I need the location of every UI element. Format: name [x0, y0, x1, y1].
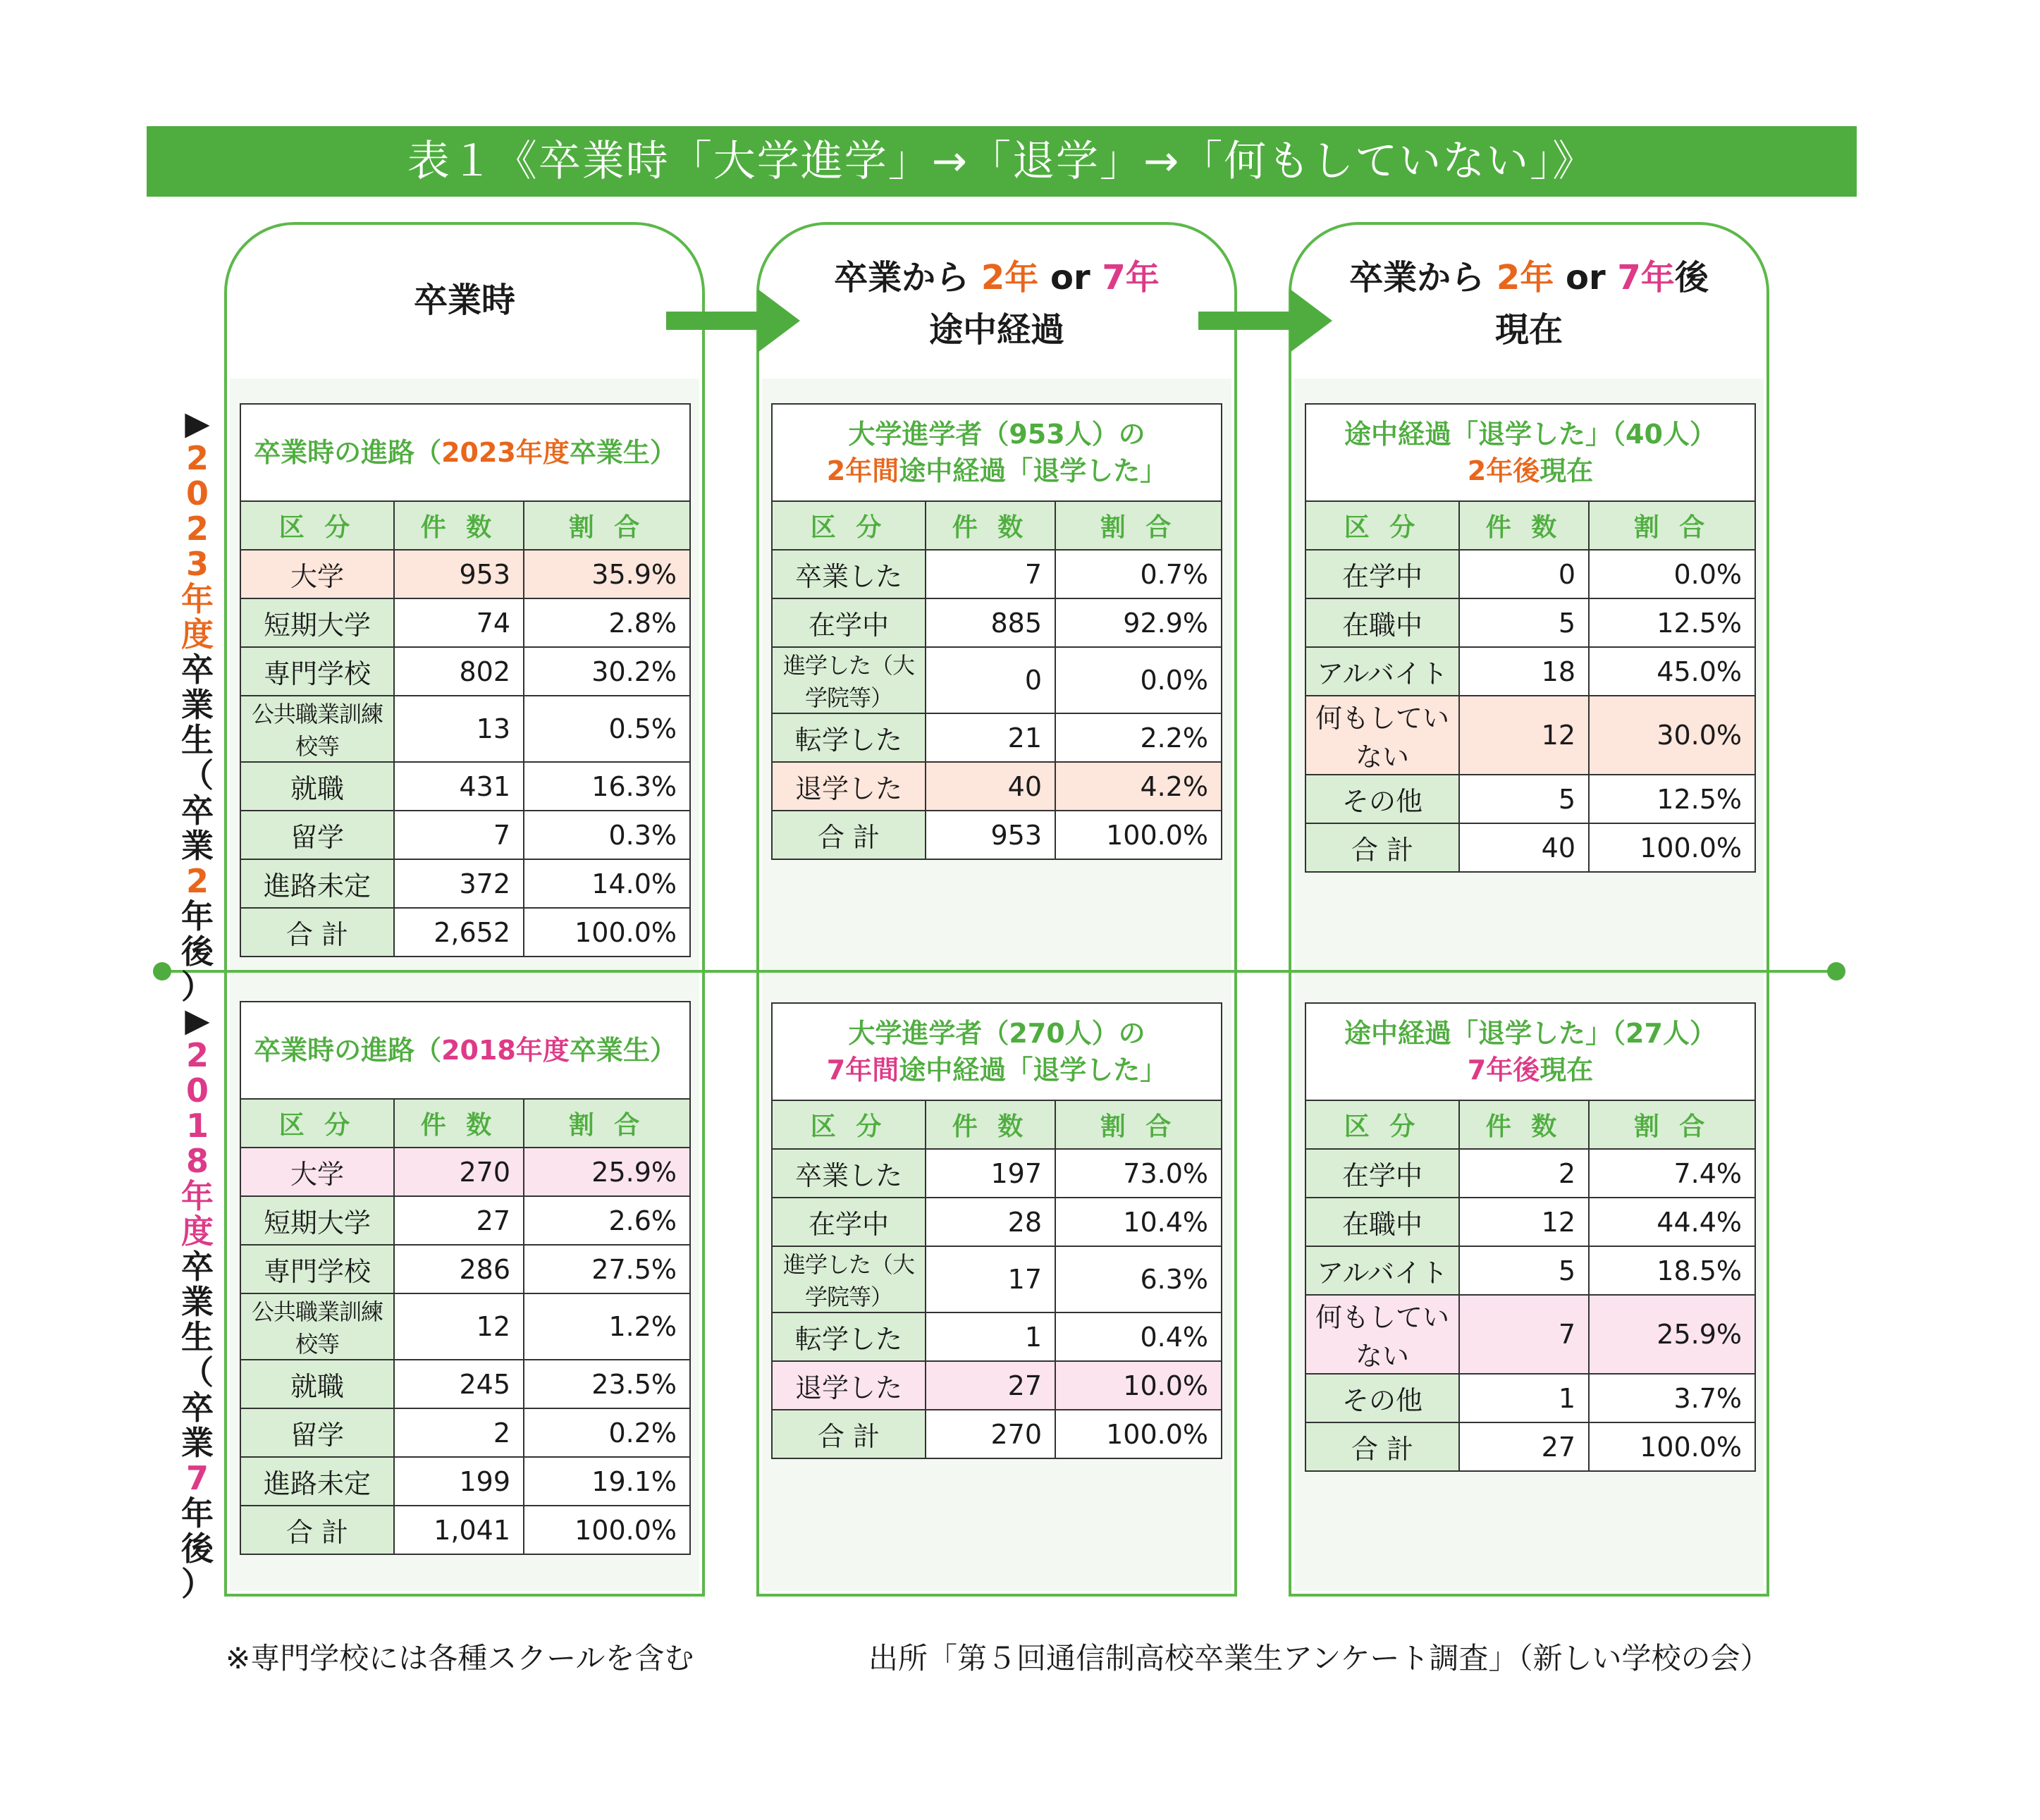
- row-rate: 0.5%: [524, 696, 690, 762]
- row-count: 27: [926, 1361, 1055, 1410]
- row-label-char: 度: [181, 1212, 214, 1250]
- row-label-char: 卒: [181, 1389, 214, 1427]
- column-header: 区 分: [1305, 501, 1459, 550]
- row-rate: 1.2%: [524, 1293, 690, 1360]
- row-rate: 0.3%: [524, 811, 690, 859]
- row-label: 合 計: [240, 1506, 394, 1554]
- row-rate: 16.3%: [524, 762, 690, 811]
- row-count: 953: [926, 811, 1055, 859]
- row-count: 40: [926, 762, 1055, 811]
- table-row: [1305, 1374, 1755, 1422]
- row-label-char: 2: [185, 1036, 209, 1074]
- row-label: 進路未定: [240, 1457, 394, 1506]
- row-label: 短期大学: [240, 598, 394, 647]
- row-count: 270: [394, 1148, 524, 1196]
- row-rate: 0.0%: [1589, 550, 1755, 598]
- table-row: [240, 1148, 690, 1196]
- row-label-char: ）: [181, 1565, 214, 1603]
- row-label-char: 1: [185, 1107, 209, 1145]
- table-row: [1305, 1149, 1755, 1198]
- footnote: ※専門学校には各種スクールを含む: [226, 1641, 694, 1675]
- table-row: [240, 1196, 690, 1245]
- row-count: 286: [394, 1245, 524, 1293]
- table-2023-current: [1305, 403, 1756, 873]
- row-label-char: 年: [181, 1494, 214, 1532]
- row-label: 合 計: [772, 1410, 926, 1458]
- row-rate: 3.7%: [1589, 1374, 1755, 1422]
- column-header: 件 数: [926, 501, 1055, 550]
- row-rate: 12.5%: [1589, 775, 1755, 823]
- row-label: 進路未定: [240, 859, 394, 908]
- row-label-char: 卒: [181, 651, 214, 689]
- row-count: 0: [1459, 550, 1589, 598]
- row-rate: 30.2%: [524, 647, 690, 696]
- row-label-char: （: [181, 1353, 214, 1391]
- row-count: 2: [1459, 1149, 1589, 1198]
- row-rate: 2.6%: [524, 1196, 690, 1245]
- row-rate: 12.5%: [1589, 598, 1755, 647]
- row-label-char: 年: [181, 897, 214, 935]
- row-label: その他: [1305, 1374, 1459, 1422]
- row-count: 27: [394, 1196, 524, 1245]
- table-row: [772, 762, 1222, 811]
- column-header: 割 合: [1589, 501, 1755, 550]
- column-header: 区 分: [772, 501, 926, 550]
- row-rate: 100.0%: [524, 908, 690, 957]
- row-label: 進学した（大学院等）: [772, 647, 926, 713]
- column-header: 件 数: [926, 1100, 1055, 1149]
- row-label: 合 計: [772, 811, 926, 859]
- table-2018-current: [1305, 1002, 1756, 1472]
- row-rate: 73.0%: [1055, 1149, 1222, 1198]
- table-title: 卒業時の進路（2018年度卒業生）: [240, 1002, 690, 1099]
- table-row: [772, 811, 1222, 859]
- row-label-char: 2: [185, 510, 209, 548]
- row-label: 就職: [240, 762, 394, 811]
- table-row: [240, 550, 690, 598]
- row-count: 953: [394, 550, 524, 598]
- row-label-char: 卒: [181, 792, 214, 830]
- row-rate: 25.9%: [1589, 1295, 1755, 1374]
- row-label: 留学: [240, 811, 394, 859]
- table-row: [240, 1506, 690, 1554]
- column-header: 割 合: [1055, 501, 1222, 550]
- column-header: 件 数: [1459, 1100, 1589, 1149]
- table-row: [772, 647, 1222, 713]
- table-row: [772, 713, 1222, 762]
- row-count: 885: [926, 598, 1055, 647]
- row-label: 在職中: [1305, 1198, 1459, 1246]
- page-title: 表１《卒業時「大学進学」→「退学」→「何もしていない」》: [147, 126, 1857, 197]
- table-row: [772, 1312, 1222, 1361]
- table-row: [1305, 823, 1755, 872]
- row-label: 退学した: [772, 1361, 926, 1410]
- row-rate: 0.7%: [1055, 550, 1222, 598]
- row-count: 5: [1459, 598, 1589, 647]
- row-label: 短期大学: [240, 1196, 394, 1245]
- row-rate: 0.4%: [1055, 1312, 1222, 1361]
- row-rate: 100.0%: [1055, 1410, 1222, 1458]
- table-row: [772, 1246, 1222, 1312]
- row-count: 0: [926, 647, 1055, 713]
- row-label: 公共職業訓練校等: [240, 696, 394, 762]
- row-count: 27: [1459, 1422, 1589, 1471]
- row-label: 進学した（大学院等）: [772, 1246, 926, 1312]
- row-count: 13: [394, 696, 524, 762]
- row-label-char: 年: [181, 1177, 214, 1215]
- row-label-char: ）: [181, 968, 214, 1006]
- table-row: [772, 550, 1222, 598]
- table-row: [240, 762, 690, 811]
- row-label-char: 卒: [181, 1248, 214, 1286]
- row-label-char: 2: [185, 439, 209, 477]
- row-label: 何もしていない: [1305, 1295, 1459, 1374]
- row-count: 431: [394, 762, 524, 811]
- row-rate: 6.3%: [1055, 1246, 1222, 1312]
- column-header: 件 数: [394, 1099, 524, 1148]
- table-row: [1305, 775, 1755, 823]
- row-label-char: 生: [181, 721, 214, 759]
- table-row: [240, 908, 690, 957]
- row-label-char: 度: [181, 615, 214, 653]
- row-rate: 2.8%: [524, 598, 690, 647]
- row-count: 2,652: [394, 908, 524, 957]
- row-rate: 10.0%: [1055, 1361, 1222, 1410]
- column-header: 区 分: [240, 1099, 394, 1148]
- table-row: [772, 598, 1222, 647]
- table-row: [240, 598, 690, 647]
- row-count: 21: [926, 713, 1055, 762]
- header-progress-line2: 途中経過: [928, 310, 1064, 350]
- row-count: 270: [926, 1410, 1055, 1458]
- header-graduation: 卒業時: [413, 281, 515, 320]
- table-row: [1305, 598, 1755, 647]
- column-header: 件 数: [1459, 501, 1589, 550]
- row-divider: [162, 970, 1840, 973]
- row-rate: 18.5%: [1589, 1246, 1755, 1295]
- row-rate: 19.1%: [524, 1457, 690, 1506]
- column-header: 区 分: [772, 1100, 926, 1149]
- row-label-char: 3: [185, 545, 209, 583]
- row-rate: 100.0%: [1589, 1422, 1755, 1471]
- table-row: [240, 696, 690, 762]
- row-count: 5: [1459, 1246, 1589, 1295]
- row-label-char: 8: [185, 1142, 209, 1180]
- table-2023-progress: [771, 403, 1222, 860]
- row-label: 留学: [240, 1408, 394, 1457]
- row-rate: 100.0%: [1589, 823, 1755, 872]
- row-label: 大学: [240, 550, 394, 598]
- row-label-2023: [176, 405, 219, 1004]
- row-count: 28: [926, 1198, 1055, 1246]
- row-label: 卒業した: [772, 1149, 926, 1198]
- row-label-char: 2: [185, 862, 209, 900]
- table-row: [772, 1149, 1222, 1198]
- row-label: 在学中: [772, 598, 926, 647]
- header-progress-line1: 卒業から 2年 or 7年: [834, 258, 1160, 297]
- row-label: 在職中: [1305, 598, 1459, 647]
- table-row: [772, 1410, 1222, 1458]
- row-count: 12: [1459, 1198, 1589, 1246]
- row-label-char: 0: [185, 1071, 209, 1109]
- row-count: 40: [1459, 823, 1589, 872]
- row-count: 1,041: [394, 1506, 524, 1554]
- row-count: 12: [1459, 696, 1589, 775]
- row-rate: 4.2%: [1055, 762, 1222, 811]
- table-row: [772, 1361, 1222, 1410]
- row-count: 7: [394, 811, 524, 859]
- table-2018-graduation: [240, 1001, 691, 1555]
- row-rate: 45.0%: [1589, 647, 1755, 696]
- row-label-2018: [176, 1002, 219, 1601]
- row-label-char: 業: [181, 1424, 214, 1462]
- column-header: 割 合: [524, 1099, 690, 1148]
- table-title: 途中経過「退学した」（27人） 7年後現在: [1305, 1003, 1755, 1100]
- row-label: 何もしていない: [1305, 696, 1459, 775]
- table-row: [772, 1198, 1222, 1246]
- row-rate: 0.2%: [524, 1408, 690, 1457]
- table-row: [1305, 1246, 1755, 1295]
- row-rate: 100.0%: [1055, 811, 1222, 859]
- row-label-char: 生: [181, 1318, 214, 1356]
- row-label: 転学した: [772, 713, 926, 762]
- row-label: 専門学校: [240, 647, 394, 696]
- column-header: 割 合: [524, 501, 690, 550]
- row-count: 2: [394, 1408, 524, 1457]
- table-row: [240, 1408, 690, 1457]
- row-label: 転学した: [772, 1312, 926, 1361]
- table-title: 大学進学者（270人）の 7年間途中経過「退学した」: [772, 1003, 1222, 1100]
- table-row: [1305, 647, 1755, 696]
- arrow-right-icon: [666, 289, 800, 352]
- row-label: アルバイト: [1305, 1246, 1459, 1295]
- table-title: 大学進学者（953人）の 2年間途中経過「退学した」: [772, 404, 1222, 501]
- row-label-char: 後: [181, 1530, 214, 1568]
- row-label: その他: [1305, 775, 1459, 823]
- column-header: 割 合: [1055, 1100, 1222, 1149]
- row-count: 372: [394, 859, 524, 908]
- row-label: 在学中: [1305, 1149, 1459, 1198]
- row-rate: 10.4%: [1055, 1198, 1222, 1246]
- table-title: 途中経過「退学した」（40人） 2年後現在: [1305, 404, 1755, 501]
- row-rate: 30.0%: [1589, 696, 1755, 775]
- row-count: 18: [1459, 647, 1589, 696]
- row-label-char: （: [181, 756, 214, 794]
- row-label: 合 計: [1305, 823, 1459, 872]
- row-count: 197: [926, 1149, 1055, 1198]
- row-rate: 92.9%: [1055, 598, 1222, 647]
- header-current-line1: 卒業から 2年 or 7年後: [1349, 258, 1709, 297]
- table-row: [240, 859, 690, 908]
- row-rate: 25.9%: [524, 1148, 690, 1196]
- arrow-right-icon: [1198, 289, 1332, 352]
- table-row: [1305, 1198, 1755, 1246]
- row-label: 在学中: [772, 1198, 926, 1246]
- row-count: 1: [1459, 1374, 1589, 1422]
- row-count: 12: [394, 1293, 524, 1360]
- row-count: 74: [394, 598, 524, 647]
- row-label-char: 7: [185, 1459, 209, 1497]
- row-count: 245: [394, 1360, 524, 1408]
- row-label-char: 業: [181, 827, 214, 865]
- row-label-char: 年: [181, 580, 214, 618]
- header-current-line2: 現在: [1494, 310, 1563, 350]
- row-count: 7: [926, 550, 1055, 598]
- table-2018-progress: [771, 1002, 1222, 1459]
- row-label: 就職: [240, 1360, 394, 1408]
- row-label-char: 業: [181, 1283, 214, 1321]
- row-count: 199: [394, 1457, 524, 1506]
- divider-dot-right: [1827, 962, 1845, 980]
- table-row: [240, 1457, 690, 1506]
- row-rate: 14.0%: [524, 859, 690, 908]
- source-note: 出所「第５回通信制高校卒業生アンケート調査」（新しい学校の会）: [868, 1641, 1770, 1675]
- row-rate: 23.5%: [524, 1360, 690, 1408]
- row-count: 5: [1459, 775, 1589, 823]
- table-row: [1305, 696, 1755, 775]
- row-count: 17: [926, 1246, 1055, 1312]
- column-header: 割 合: [1589, 1100, 1755, 1149]
- row-rate: 100.0%: [524, 1506, 690, 1554]
- row-label: 公共職業訓練校等: [240, 1293, 394, 1360]
- row-rate: 0.0%: [1055, 647, 1222, 713]
- column-header: 件 数: [394, 501, 524, 550]
- row-count: 7: [1459, 1295, 1589, 1374]
- table-row: [1305, 550, 1755, 598]
- row-label: 専門学校: [240, 1245, 394, 1293]
- row-rate: 2.2%: [1055, 713, 1222, 762]
- divider-dot-left: [153, 962, 171, 980]
- row-label-char: 0: [185, 474, 209, 512]
- table-row: [240, 811, 690, 859]
- row-label-char: 後: [181, 933, 214, 971]
- row-label: 大学: [240, 1148, 394, 1196]
- table-title: 卒業時の進路（2023年度卒業生）: [240, 404, 690, 501]
- row-count: 802: [394, 647, 524, 696]
- row-label: 合 計: [1305, 1422, 1459, 1471]
- row-rate: 44.4%: [1589, 1198, 1755, 1246]
- table-row: [240, 1293, 690, 1360]
- row-count: 1: [926, 1312, 1055, 1361]
- table-row: [240, 1360, 690, 1408]
- column-header: 区 分: [240, 501, 394, 550]
- table-2023-graduation: [240, 403, 691, 957]
- row-label-char: ▶: [185, 1001, 210, 1039]
- row-label: 卒業した: [772, 550, 926, 598]
- table-row: [240, 647, 690, 696]
- row-rate: 27.5%: [524, 1245, 690, 1293]
- row-label-char: 業: [181, 686, 214, 724]
- row-label: 在学中: [1305, 550, 1459, 598]
- row-label: 退学した: [772, 762, 926, 811]
- table-row: [1305, 1422, 1755, 1471]
- row-rate: 35.9%: [524, 550, 690, 598]
- table-row: [240, 1245, 690, 1293]
- row-label: 合 計: [240, 908, 394, 957]
- column-header: 区 分: [1305, 1100, 1459, 1149]
- table-row: [1305, 1295, 1755, 1374]
- row-rate: 7.4%: [1589, 1149, 1755, 1198]
- row-label: アルバイト: [1305, 647, 1459, 696]
- row-label-char: ▶: [185, 404, 210, 442]
